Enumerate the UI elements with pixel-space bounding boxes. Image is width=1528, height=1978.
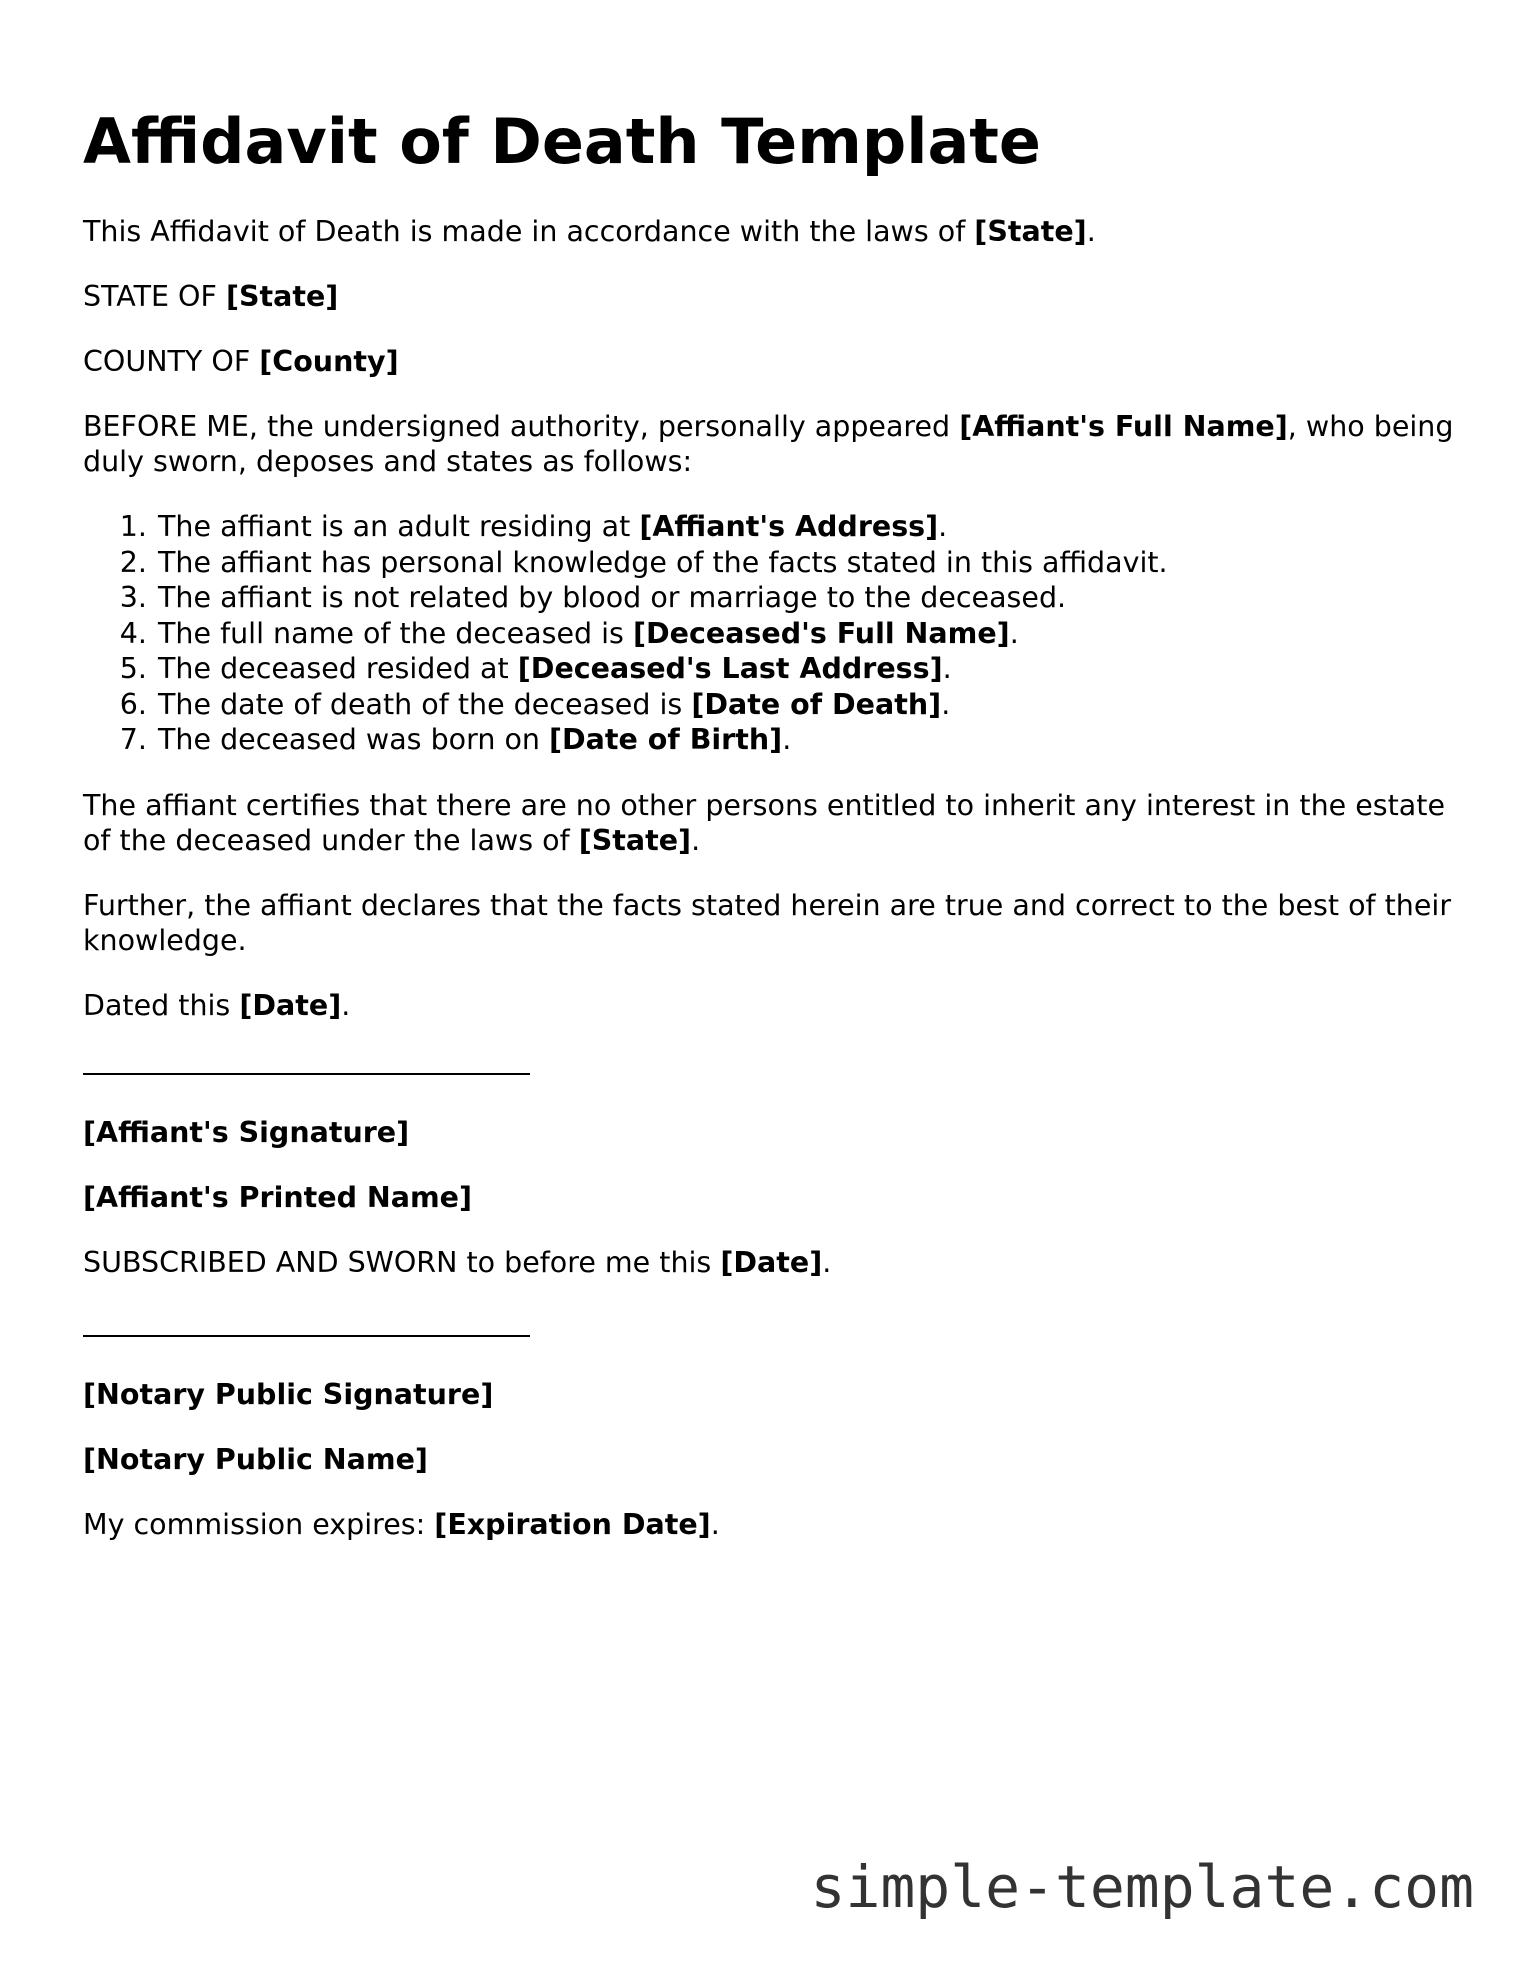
further-paragraph: Further, the affiant declares that the facts stated herein are true and correct to the best of their knowledge.	[83, 888, 1452, 957]
affiant-printed-name-placeholder: [Affiant's Printed Name]	[83, 1180, 473, 1214]
dated-line	[83, 988, 1463, 1023]
commission-line	[83, 1507, 1463, 1542]
intro-state-placeholder: [State]	[974, 215, 1087, 248]
dated-placeholder: [Date]	[239, 988, 342, 1022]
notary-signature-label	[83, 1377, 1463, 1412]
subscribed-date-placeholder: [Date]	[720, 1245, 823, 1279]
list-item-text: The date of death of the deceased is	[158, 687, 692, 721]
list-item-end: .	[941, 687, 951, 721]
state-label: STATE OF	[83, 280, 226, 313]
certifies-text: The affiant certifies that there are no other persons entitled to inherit any interest in the estate of the deceased under the laws of	[83, 788, 1445, 857]
list-item-end: .	[782, 723, 792, 756]
list-item-text: The deceased resided at	[158, 652, 518, 685]
list-item	[156, 722, 1463, 758]
statements-list	[83, 509, 1463, 758]
list-item-end: .	[1009, 616, 1019, 650]
before-me-text: BEFORE ME, the undersigned authority, personally appeared	[83, 410, 960, 443]
list-item-text: The deceased was born on	[158, 723, 549, 756]
list-item-text: The full name of the deceased is	[158, 616, 633, 650]
list-item-placeholder: [Deceased's Full Name]	[632, 616, 1010, 650]
notary-name-placeholder: [Notary Public Name]	[83, 1442, 428, 1476]
list-item-end: .	[938, 510, 948, 543]
document-page	[83, 102, 1463, 1572]
subscribed-line	[83, 1245, 1463, 1280]
affiant-signature-line	[83, 1073, 530, 1075]
affiant-signature-label	[83, 1115, 1463, 1150]
dated-text: Dated this	[83, 988, 240, 1022]
affiant-name-placeholder: [Affiant's Full Name]	[959, 410, 1288, 443]
state-placeholder: [State]	[225, 280, 339, 313]
expiration-date-placeholder: [Expiration Date]	[434, 1507, 711, 1541]
notary-signature-line	[83, 1335, 530, 1337]
list-item-placeholder: [Affiant's Address]	[639, 510, 939, 543]
list-item	[156, 651, 1463, 687]
page-title: Affidavit of Death Template	[83, 105, 1041, 178]
state-line	[83, 279, 1463, 314]
county-label: COUNTY OF	[83, 345, 260, 378]
dated-period: .	[341, 988, 351, 1022]
list-item	[156, 545, 1463, 581]
list-item-placeholder: [Date of Birth]	[549, 723, 783, 756]
commission-period: .	[710, 1507, 720, 1541]
subscribed-period: .	[822, 1245, 832, 1279]
county-placeholder: [County]	[259, 345, 399, 378]
list-item-end: .	[942, 652, 952, 685]
commission-text: My commission expires:	[83, 1507, 435, 1541]
list-item-text: The affiant has personal knowledge of the facts stated in this affidavit.	[158, 545, 1168, 579]
intro-text: This Affidavit of Death is made in accordance with the laws of	[83, 215, 975, 248]
certifies-period: .	[691, 823, 701, 857]
county-line	[83, 344, 1463, 379]
list-item-text: The affiant is not related by blood or marriage to the deceased.	[158, 581, 1067, 614]
notary-signature-placeholder: [Notary Public Signature]	[83, 1377, 494, 1411]
certifies-state-placeholder: [State]	[578, 823, 692, 857]
notary-name-label	[83, 1442, 1463, 1477]
before-me-text-end: , who being duly sworn, deposes and states as follows:	[83, 410, 1454, 478]
watermark: simple-template.com	[810, 1853, 1474, 1921]
affiant-printed-name-label	[83, 1180, 1463, 1215]
list-item-placeholder: [Date of Death]	[691, 687, 942, 721]
list-item	[156, 580, 1463, 616]
before-me-paragraph	[83, 409, 1463, 479]
intro-period: .	[1086, 215, 1096, 248]
list-item-placeholder: [Deceased's Last Address]	[517, 652, 943, 685]
affiant-signature-placeholder: [Affiant's Signature]	[83, 1115, 410, 1149]
subscribed-text: SUBSCRIBED AND SWORN to before me this	[83, 1245, 721, 1279]
intro-paragraph	[83, 214, 1463, 249]
list-item	[156, 687, 1463, 723]
list-item	[156, 616, 1463, 652]
certifies-paragraph	[83, 788, 1463, 858]
list-item-text: The affiant is an adult residing at	[158, 510, 640, 543]
list-item	[156, 509, 1463, 545]
